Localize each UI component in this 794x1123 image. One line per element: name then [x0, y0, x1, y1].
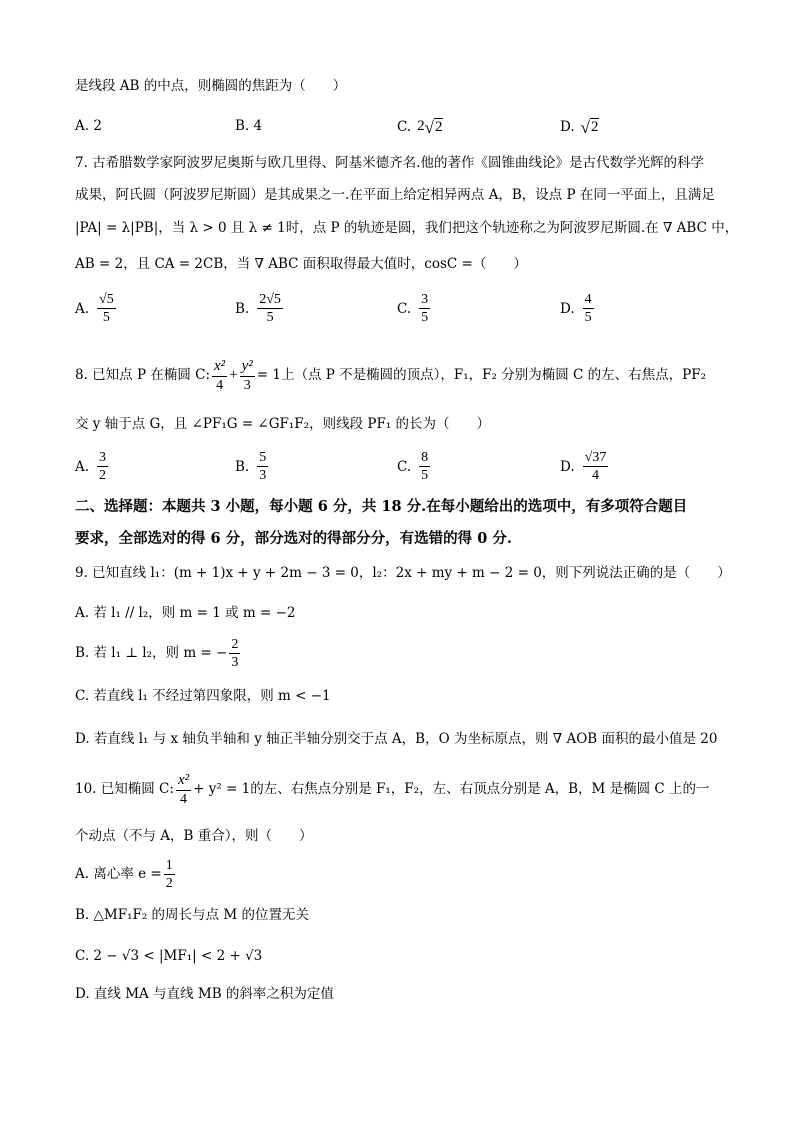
option-label: D.	[560, 118, 575, 135]
option-text: B. 若 l₁ ⊥ l₂，则 m = −	[75, 645, 228, 662]
sqrt-expr: √ 2	[580, 117, 599, 137]
plus-sign: +	[229, 366, 238, 383]
q10-line-2: 个动点（不与 A，B 重合），则（ ）	[75, 828, 313, 844]
option-label: B.	[235, 458, 250, 475]
q7-option-a[interactable]	[75, 292, 118, 326]
q9-option-b[interactable]	[75, 637, 242, 671]
q10-option-b[interactable]: B. △MF₁F₂ 的周长与点 M 的位置无关	[75, 907, 309, 923]
q8-option-c[interactable]	[397, 450, 432, 484]
q7-option-b[interactable]	[235, 292, 285, 326]
q6-option-d[interactable]	[560, 118, 599, 136]
q8-line-2: 交 y 轴于点 G，且 ∠PF₁G = ∠GF₁F₂，则线段 PF₁ 的长为（ ）	[75, 416, 491, 432]
q7-option-d[interactable]	[560, 292, 596, 326]
numerator: x²	[176, 772, 191, 791]
option-label: A.	[75, 300, 90, 317]
q9-option-d[interactable]: D. 若直线 l₁ 与 x 轴负半轴和 y 轴正半轴分别交于点 A，B，O 为坐标原点，则 ∇ AOB 面积的最小值是 20	[75, 731, 718, 747]
numerator: 8	[419, 450, 430, 467]
q9-option-a[interactable]: A. 若 l₁ // l₂，则 m = 1 或 m = −2	[75, 605, 296, 621]
option-label: B.	[235, 300, 250, 317]
q7-option-c[interactable]	[397, 292, 432, 326]
q6-tail: 是线段 AB 的中点，则椭圆的焦距为（ ）	[75, 78, 347, 94]
section-2-heading-line-2: 要求，全部选对的得 6 分，部分选对的得部分分，有选错的得 0 分.	[75, 530, 512, 547]
q8-option-b[interactable]	[235, 450, 270, 484]
q10-post: + y² = 1的左、右焦点分别是 F₁，F₂，左、右顶点分别是 A，B，M 是椭圆 C 上的一	[193, 780, 710, 797]
fraction	[419, 450, 430, 484]
q6-option-c[interactable]	[397, 118, 443, 136]
denominator: 4	[180, 791, 188, 807]
fraction	[419, 292, 430, 326]
denominator: 3	[259, 468, 267, 484]
option-label: D.	[560, 458, 575, 475]
numerator: 5	[257, 450, 268, 467]
q8-option-a[interactable]	[75, 450, 110, 484]
radicand: 2	[434, 119, 443, 135]
q7-options	[75, 292, 635, 332]
option-coef: 2	[417, 118, 425, 135]
numerator: 1	[164, 858, 175, 875]
fraction	[212, 358, 227, 393]
denominator: 2	[99, 468, 107, 484]
option-label: D.	[560, 300, 575, 317]
option-label: A. 2	[75, 118, 102, 134]
numerator: √37	[583, 450, 609, 467]
fraction	[240, 358, 255, 393]
option-label: C.	[397, 300, 412, 317]
denominator: 5	[102, 310, 110, 326]
fraction	[97, 450, 108, 484]
numerator: 2	[229, 637, 240, 654]
option-label: B. 4	[235, 118, 263, 134]
q8-pre: 8. 已知点 P 在椭圆 C:	[75, 366, 211, 383]
fraction	[164, 858, 175, 892]
fraction	[176, 772, 191, 807]
q7-line-1: 7. 古希腊数学家阿波罗尼奥斯与欧几里得、阿基米德齐名.他的著作《圆锥曲线论》是古代数学光辉的科学	[75, 155, 704, 171]
numerator: y²	[240, 358, 255, 377]
q9-option-c[interactable]: C. 若直线 l₁ 不经过第四象限，则 m < −1	[75, 688, 331, 704]
q10-option-a[interactable]	[75, 858, 177, 892]
q10-pre: 10. 已知椭圆 C:	[75, 780, 174, 797]
denominator: 5	[266, 310, 274, 326]
denominator: 2	[165, 876, 173, 892]
fraction	[583, 292, 594, 326]
fraction	[257, 292, 283, 326]
option-label: C.	[397, 458, 412, 475]
q8-options	[75, 450, 635, 490]
denominator: 3	[231, 655, 239, 671]
q9-stem: 9. 已知直线 l₁：(m + 1)x + y + 2m − 3 = 0，l₂：2x + my + m − 2 = 0，则下列说法正确的是（ ）	[75, 565, 731, 581]
numerator: 4	[583, 292, 594, 309]
denominator: 5	[421, 310, 429, 326]
q7-line-3: |PA| = λ|PB|，当 λ > 0 且 λ ≠ 1时，点 P 的轨迹是圆，我们把这个轨迹称之为阿波罗尼斯圆.在 ∇ ABC 中，	[75, 220, 739, 236]
q6-options	[75, 118, 635, 158]
denominator: 5	[584, 310, 592, 326]
fraction	[257, 450, 268, 484]
q10-line-1	[75, 772, 710, 807]
q10-option-c[interactable]: C. 2 − √3 < |MF₁| < 2 + √3	[75, 948, 263, 964]
q8-line-1	[75, 358, 706, 393]
numerator: 2√5	[257, 292, 283, 309]
q10-option-d[interactable]: D. 直线 MA 与直线 MB 的斜率之积为定值	[75, 986, 334, 1002]
q7-line-4: AB = 2，且 CA = 2CB，当 ∇ ABC 面积取得最大值时，cosC =（ ）	[75, 256, 527, 272]
q8-option-d[interactable]	[560, 450, 610, 484]
denominator: 4	[216, 377, 224, 393]
option-label: A.	[75, 458, 90, 475]
fraction	[583, 450, 609, 484]
q6-option-a[interactable]	[75, 118, 102, 134]
denominator: 4	[591, 468, 599, 484]
section-2-heading-line-1: 二、选择题：本题共 3 小题，每小题 6 分，共 18 分.在每小题给出的选项中，有多项符合题目	[75, 498, 688, 515]
numerator: x²	[212, 358, 227, 377]
option-label: C.	[397, 118, 412, 135]
numerator: 3	[419, 292, 430, 309]
q7-line-2: 成果，阿氏圆（阿波罗尼斯圆）是其成果之一.在平面上给定相异两点 A，B，设点 P 在同一平面上，且满足	[75, 187, 715, 203]
fraction	[229, 637, 240, 671]
fraction	[97, 292, 116, 326]
denominator: 3	[243, 377, 251, 393]
q6-option-b[interactable]	[235, 118, 262, 134]
q8-post: = 1上（点 P 不是椭圆的顶点），F₁，F₂ 分别为椭圆 C 的左、右焦点，PF₂	[256, 366, 707, 383]
numerator: √5	[97, 292, 116, 309]
sqrt-expr: √ 2	[424, 117, 443, 137]
radicand: 2	[590, 119, 599, 135]
numerator: 3	[97, 450, 108, 467]
option-text: A. 离心率 e =	[75, 866, 162, 883]
denominator: 5	[421, 468, 429, 484]
